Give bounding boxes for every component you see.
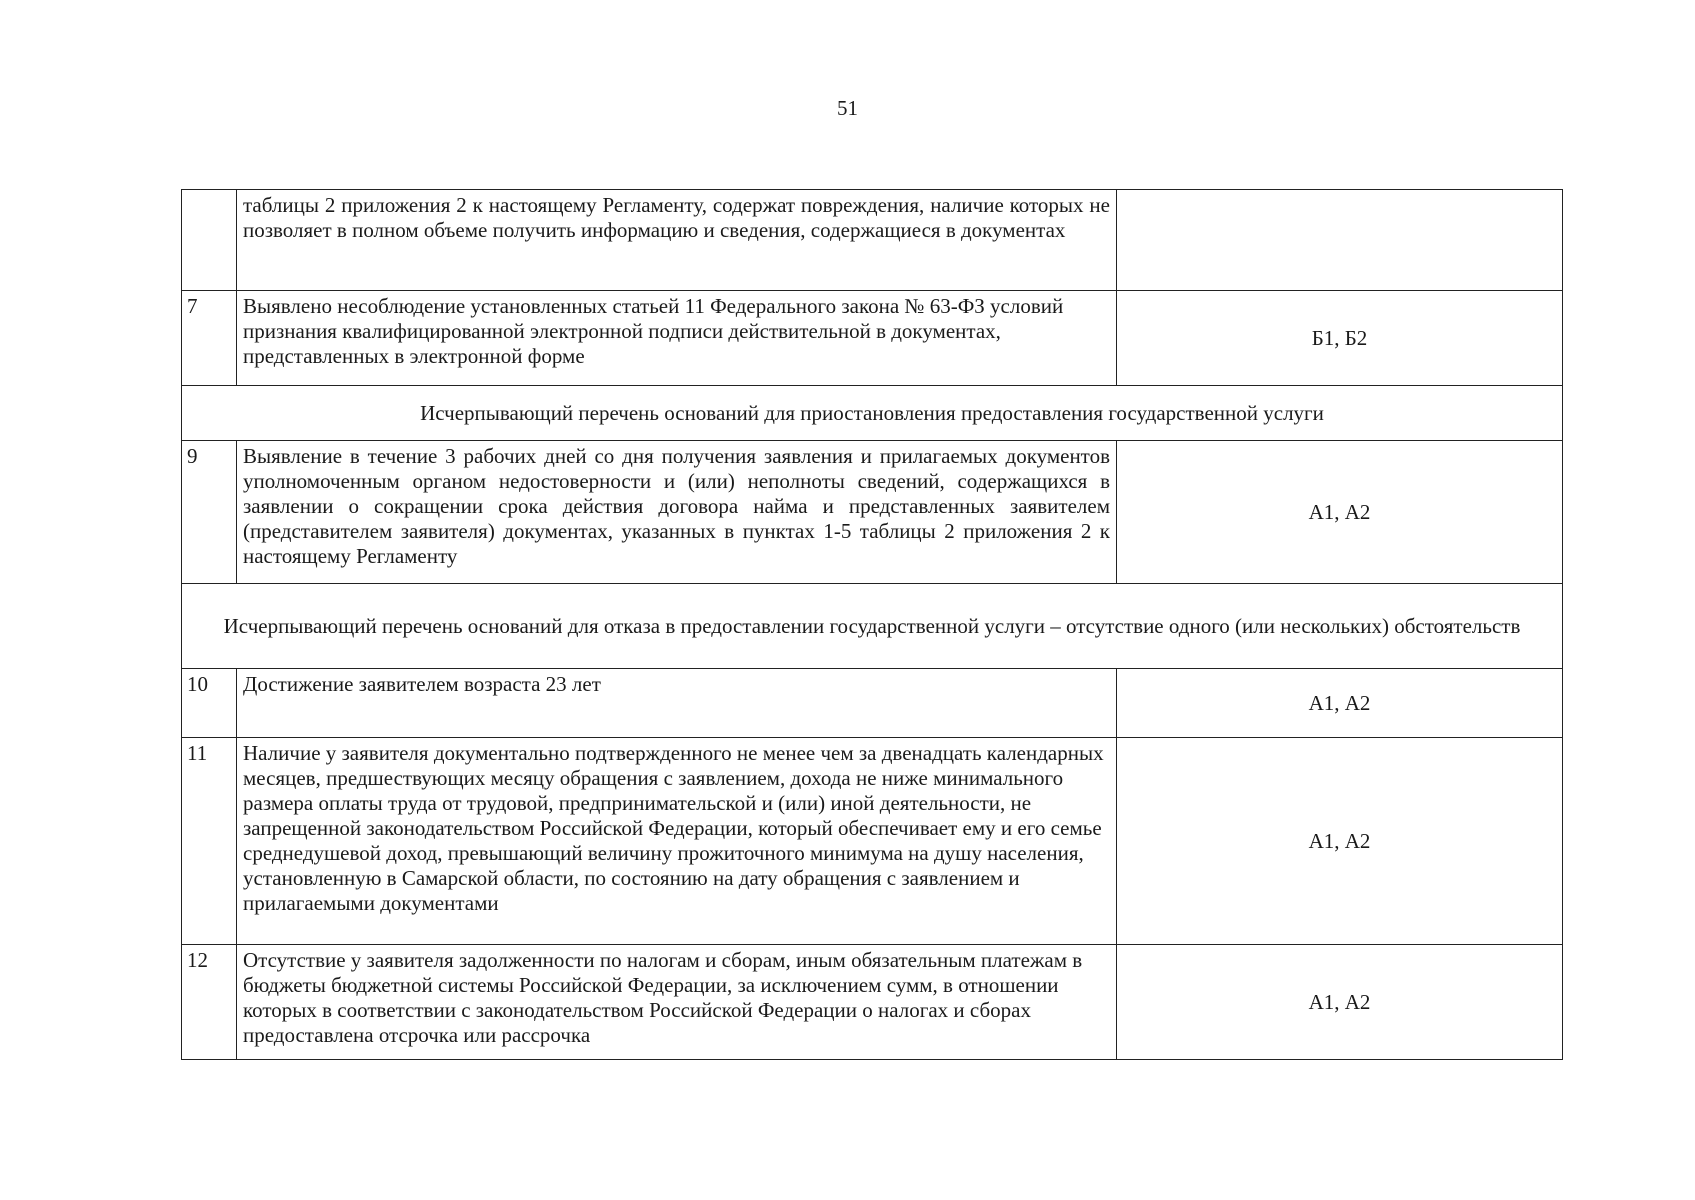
section-row xyxy=(182,584,1563,669)
table-row xyxy=(182,441,1563,584)
table-row xyxy=(182,945,1563,1060)
row-number: 9 xyxy=(182,441,237,584)
row-number: 12 xyxy=(182,945,237,1060)
grounds-table xyxy=(181,189,1563,1060)
row-number: 7 xyxy=(182,291,237,386)
row-reference: А1, А2 xyxy=(1117,441,1563,584)
row-text: Выявление в течение 3 рабочих дней со дня получения заявления и прилагаемых документов уполномоченным органом недостоверности и (или) неполноты сведений, содержащихся в заявлении о сокращении срока действия договора найма и представленных заявителем (представителем заявителя) документах, указанных в пунктах 1-5 таблицы 2 приложения 2 к настоящему Регламенту xyxy=(237,441,1117,584)
table-row xyxy=(182,291,1563,386)
table-row xyxy=(182,669,1563,738)
row-text: Достижение заявителем возраста 23 лет xyxy=(237,669,1117,738)
section-header: Исчерпывающий перечень оснований для приостановления предоставления государственной услуги xyxy=(182,386,1563,441)
page-number: 51 xyxy=(837,96,858,120)
row-reference: Б1, Б2 xyxy=(1117,291,1563,386)
row-text: Выявлено несоблюдение установленных статьей 11 Федерального закона № 63-ФЗ условий признания квалифицированной электронной подписи действительной в документах, представленных в электронной форме xyxy=(237,291,1117,386)
row-number xyxy=(182,190,237,291)
row-text: Отсутствие у заявителя задолженности по налогам и сборам, иным обязательным платежам в бюджеты бюджетной системы Российской Федерации, за исключением сумм, в отношении которых в соответствии с законодательством Российской Федерации о налогах и сборах предоставлена отсрочка или рассрочка xyxy=(237,945,1117,1060)
row-text: таблицы 2 приложения 2 к настоящему Регламенту, содержат повреждения, наличие которых не позволяет в полном объеме получить информацию и сведения, содержащиеся в документах xyxy=(237,190,1117,291)
row-reference: А1, А2 xyxy=(1117,945,1563,1060)
section-row xyxy=(182,386,1563,441)
row-reference: А1, А2 xyxy=(1117,669,1563,738)
row-reference: А1, А2 xyxy=(1117,738,1563,945)
table-row xyxy=(182,190,1563,291)
row-reference xyxy=(1117,190,1563,291)
section-header: Исчерпывающий перечень оснований для отказа в предоставлении государственной услуги – отсутствие одного (или нескольких) обстоятельств xyxy=(182,584,1563,669)
row-number: 10 xyxy=(182,669,237,738)
table-row xyxy=(182,738,1563,945)
row-text: Наличие у заявителя документально подтвержденного не менее чем за двенадцать календарных месяцев, предшествующих месяцу обращения с заявлением, дохода не ниже минимального размера оплаты труда от трудовой, предпринимательской и (или) иной деятельности, не запрещенной законодательством Российской Федерации, который обеспечивает ему и его семье среднедушевой доход, превышающий величину прожиточного минимума на душу населения, установленную в Самарской области, по состоянию на дату обращения с заявлением и прилагаемыми документами xyxy=(237,738,1117,945)
row-number: 11 xyxy=(182,738,237,945)
